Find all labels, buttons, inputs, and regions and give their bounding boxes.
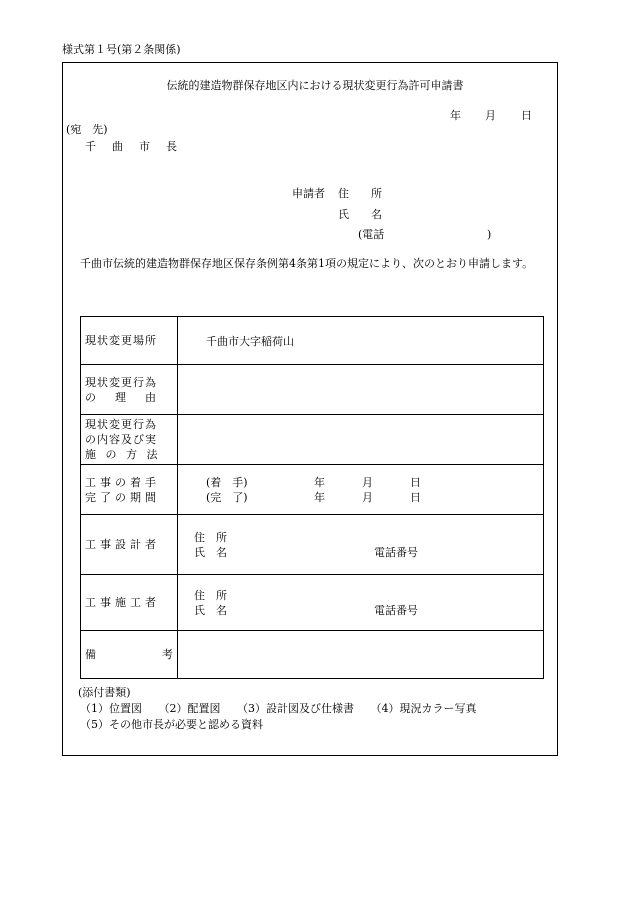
- content-value-cell[interactable]: [178, 415, 544, 465]
- location-value-cell: [178, 317, 544, 365]
- table-row: [81, 415, 544, 465]
- date-day: 日: [521, 109, 532, 122]
- builder-phone: 電話番号: [374, 603, 418, 617]
- designer-phone: 電話番号: [374, 545, 418, 559]
- period-end-row: [206, 490, 543, 505]
- table-row: [81, 631, 544, 679]
- attachments-line1: （1）位置図 （2）配置図 （3）設計図及び仕様書 （4）現況カラー写真: [80, 702, 477, 715]
- builder-value-cell: [178, 575, 544, 631]
- builder-name-row: [194, 603, 543, 618]
- content-label-line1: 現状変更行為: [85, 418, 157, 431]
- date-year: 年: [450, 109, 461, 122]
- period-label-cell: [81, 465, 178, 515]
- content-label-line3: 施 の 方 法: [85, 448, 161, 461]
- applicant-label: 申請者: [292, 187, 325, 200]
- period-label-line2: 完了の期間: [85, 490, 160, 504]
- table-row: [81, 317, 544, 365]
- table-row: [81, 575, 544, 631]
- table-row: [81, 365, 544, 415]
- application-table: [80, 316, 544, 679]
- remarks-value-cell[interactable]: [178, 631, 544, 679]
- designer-label: 工事設計者: [85, 538, 160, 551]
- applicant-phone-close: ): [487, 228, 492, 241]
- applicant-address-label: 住 所: [338, 187, 382, 200]
- designer-name-row: [194, 545, 543, 560]
- reason-label-line2: の 理 由: [85, 390, 160, 404]
- period-start-row: [206, 475, 543, 490]
- addressee-char: 千: [85, 140, 96, 153]
- applicant-name-label: 氏 名: [338, 208, 382, 221]
- reason-label-cell: [81, 365, 178, 415]
- builder-address: 住 所: [194, 588, 227, 602]
- content-label-cell: [81, 415, 178, 465]
- form-number: 様式第１号(第２条関係): [62, 43, 181, 56]
- builder-label: 工事施工者: [85, 596, 160, 609]
- table-row: [81, 465, 544, 515]
- period-start-year: 年: [314, 475, 325, 489]
- addressee-char: 長: [166, 140, 177, 153]
- period-end-year: 年: [314, 490, 325, 504]
- statement: 千曲市伝統的建造物群保存地区保存条例第4条第1項の規定により、次のとおり申請します。: [80, 257, 534, 270]
- applicant-phone-open: (電話: [358, 228, 385, 241]
- designer-label-cell: [81, 515, 178, 575]
- period-start-day: 日: [410, 475, 421, 489]
- designer-value-cell: [178, 515, 544, 575]
- addressee-name: [85, 141, 177, 152]
- reason-label-line1: 現状変更行為: [85, 375, 157, 389]
- reason-value-cell[interactable]: [178, 365, 544, 415]
- location-label-cell: [81, 317, 178, 365]
- location-value: 千曲市大字稲荷山: [206, 334, 294, 348]
- remarks-label-b: 考: [162, 648, 173, 661]
- date-month: 月: [485, 109, 496, 122]
- period-end-day: 日: [410, 490, 421, 504]
- builder-name: 氏 名: [194, 603, 227, 617]
- designer-address: 住 所: [194, 530, 227, 544]
- addressee-label: (宛 先): [66, 123, 108, 136]
- attachments-heading: (添付書類): [78, 686, 131, 699]
- period-end-label: (完 了): [206, 490, 248, 504]
- period-end-month: 月: [362, 490, 373, 504]
- location-label: 現状変更場所: [85, 334, 157, 347]
- remarks-label-a: 備: [85, 648, 96, 661]
- period-start-month: 月: [362, 475, 373, 489]
- attachments-line2: （5）その他市長が必要と認める資料: [80, 718, 263, 731]
- designer-name: 氏 名: [194, 545, 227, 559]
- period-label-line1: 工事の着手: [85, 475, 160, 489]
- period-value-cell: [178, 465, 544, 515]
- builder-label-cell: [81, 575, 178, 631]
- period-start-label: (着 手): [206, 475, 248, 489]
- content-label-line2: の内容及び実: [85, 433, 157, 446]
- addressee-char: 市: [139, 140, 150, 153]
- remarks-label: [85, 647, 173, 662]
- addressee-char: 曲: [112, 140, 123, 153]
- table-row: [81, 515, 544, 575]
- remarks-label-cell: [81, 631, 178, 679]
- form-title: 伝統的建造物群保存地区内における現状変更行為許可申請書: [166, 79, 464, 92]
